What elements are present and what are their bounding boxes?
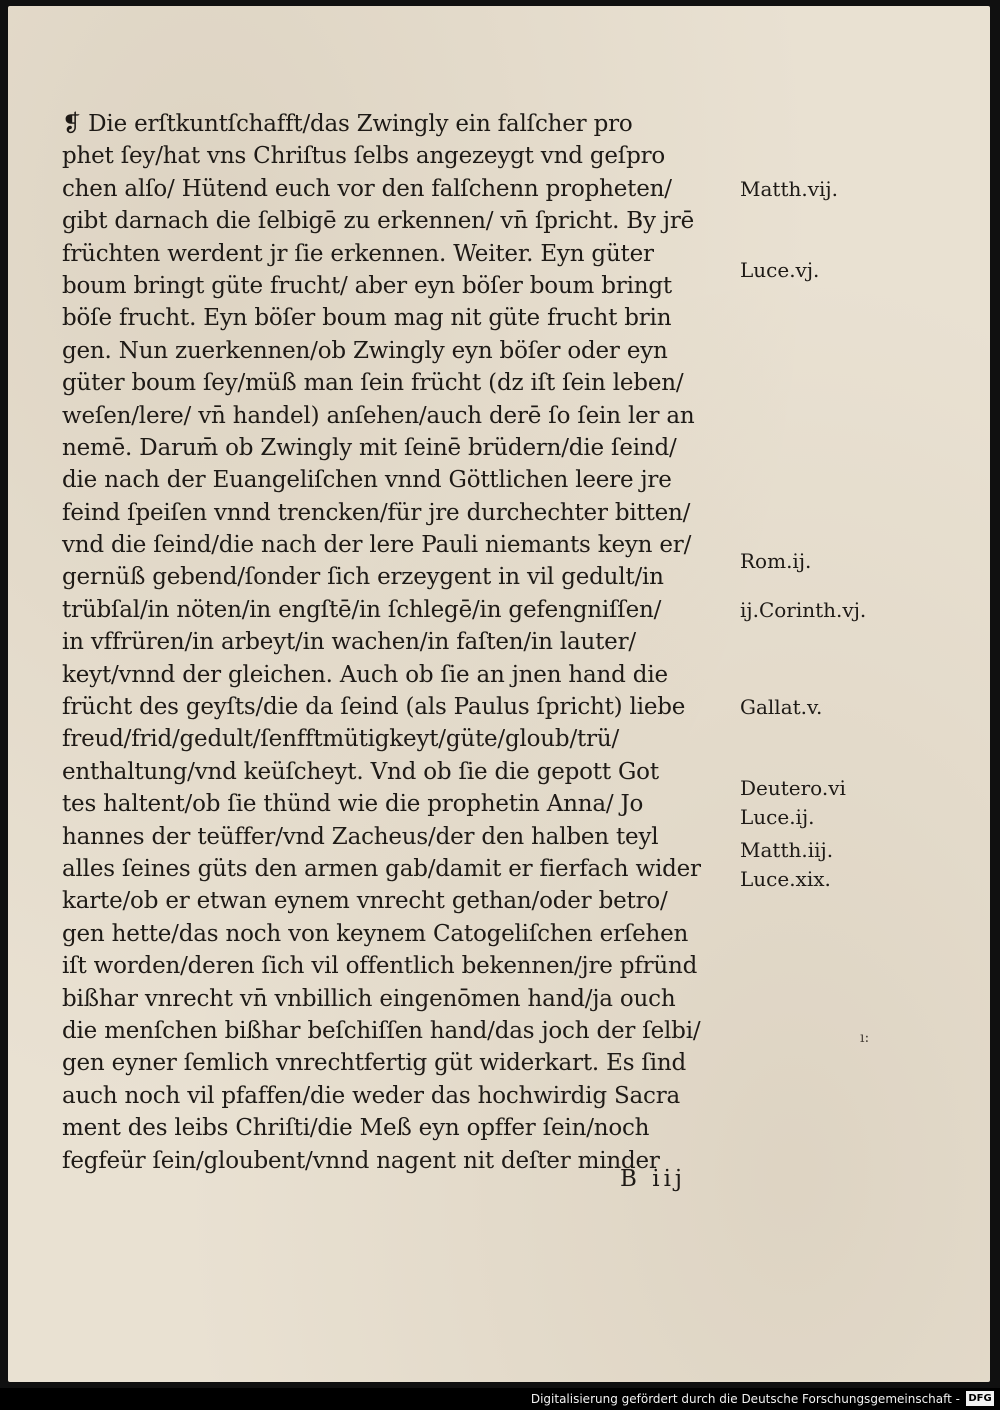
book-page [8,6,990,1382]
marginal-note: Gallat.v. [740,695,823,720]
body-text-block [62,108,752,1177]
text-line: ❡ Die erſtkuntſchafft/das Zwingly ein falſcher pro [62,111,633,137]
text-line: gen eyner ſemlich vnrechtfertig güt widerkart. Es ſind [62,1050,687,1077]
text-line: gen hette/das noch von keynem Catogeliſchen erſehen [62,920,689,947]
text-line: hannes der teüffer/vnd Zacheus/der den halben teyl [62,823,659,850]
funding-notice: Digitalisierung gefördert durch die Deutsche Forschungsgemeinschaft - [530,1392,960,1406]
text-line: gen. Nun zuerkennen/ob Zwingly eyn böſer oder eyn [62,337,668,364]
marginal-note: Luce.vj. [740,257,820,282]
text-line: gernüß gebend/ſonder ſich erzeygent in vil gedult/in [62,564,664,591]
signature-mark: B iij [620,1166,687,1192]
text-line: enthaltung/vnd keüſcheyt. Vnd ob ſie die gepott Got [62,758,659,785]
text-line: chen alſo/ Hütend euch vor den falſchenn propheten/ [62,175,672,202]
stray-ink-mark: ı: [860,1030,870,1046]
marginal-note: ij.Corinth.vj. [740,598,867,622]
text-line: früchten werdent jr ſie erkennen. Weiter. Eyn güter [62,240,654,267]
text-line: weſen/lere/ vn̄ handel) anſehen/auch derē ſo ſein ler an [62,402,695,429]
text-line: feind ſpeiſen vnnd trencken/für jre durchechter bitten/ [62,499,691,526]
text-line: böſe frucht. Eyn böſer boum mag nit güte frucht brin [62,305,672,332]
dfg-logo: DFG [966,1391,994,1406]
text-line: die menſchen bißhar beſchiſſen hand/das joch der ſelbi/ [62,1017,701,1044]
text-line: güter boum ſey/müß man ſein frücht (dz iſt ſein leben/ [62,370,684,397]
marginal-note: Luce.xix. [740,866,831,891]
text-line: karte/ob er etwan eynem vnrecht gethan/oder betro/ [62,888,668,915]
marginal-note: Luce.ij. [740,805,815,830]
text-line: phet ſey/hat vns Chriſtus ſelbs angezeygt vnd geſpro [62,143,666,170]
text-line: boum bringt güte frucht/ aber eyn böſer boum bringt [62,272,672,299]
text-line: bißhar vnrecht vn̄ vnbillich eingenōmen hand/ja ouch [62,985,676,1012]
text-line: trübſal/in nöten/in engſtē/in ſchlegē/in gefengniſſen/ [62,596,662,623]
text-line: ment des leibs Chriſti/die Meß eyn opffer ſein/noch [62,1115,650,1142]
text-line: fegfeür ſein/gloubent/vnnd nagent nit deſter minder [62,1147,660,1174]
marginal-note: Matth.iij. [740,837,834,862]
text-line: gibt darnach die ſelbigē zu erkennen/ vn̄ ſpricht. By jrē [62,208,695,235]
text-line: tes haltent/ob ſie thünd wie die prophetin Anna/ Jo [62,791,644,818]
text-line: iſt worden/deren ſich vil offentlich bekennen/jre pfründ [62,953,698,980]
text-line: in vffrüren/in arbeyt/in wachen/in faſten/in lauter/ [62,629,636,656]
text-line: nemē. Darum̄ ob Zwingly mit ſeinē brüdern/die ſeind/ [62,434,677,461]
marginal-note: Matth.vij. [740,176,838,201]
marginal-notes [740,6,880,1382]
marginal-note: Deutero.vi [740,776,846,801]
text-line: auch noch vil pfaffen/die weder das hochwirdig Sacra [62,1082,681,1109]
text-line: frücht des geyſts/die da ſeind (als Paulus ſpricht) liebe [62,694,686,721]
marginal-note: Rom.ij. [740,549,812,574]
text-line: vnd die ſeind/die nach der lere Pauli niemants keyn er/ [62,532,692,559]
text-line: keyt/vnnd der gleichen. Auch ob ſie an jnen hand die [62,661,668,688]
text-line: freud/frid/gedult/ſenfftmütigkeyt/güte/gloub/trü/ [62,726,619,753]
text-line: die nach der Euangeliſchen vnnd Göttlichen leere jre [62,467,672,494]
footer-bar [0,1388,1000,1410]
text-line: alles ſeines güts den armen gab/damit er fierfach wider [62,855,701,882]
